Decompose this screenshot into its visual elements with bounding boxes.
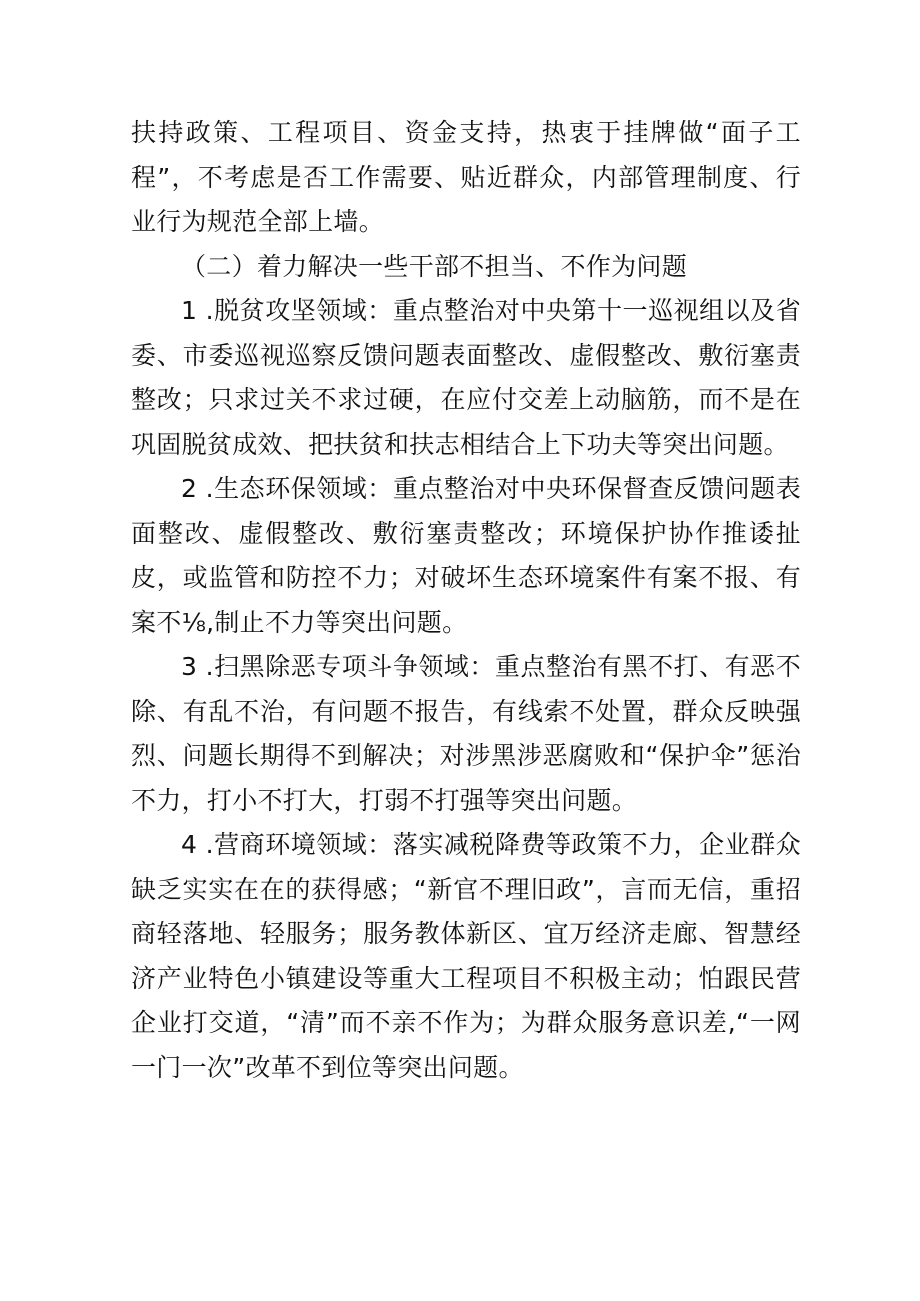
item-ecological-environment: 2 .生态环保领域：重点整治对中央环保督查反馈问题表面整改、虚假整改、敷衍塞责整改；环境保护协作推诿扯皮，或监管和防控不力；对破坏生态环境案件有案不报、有案不⅛,制止不力等突出问题。 (131, 474, 801, 637)
continued-paragraph: 扶持政策、工程项目、资金支持，热衷于挂牌做“面子工程”，不考虑是否工作需要、贴近群众，内部管理制度、行业行为规范全部上墙。 (131, 118, 801, 236)
item-anti-crime: 3 .扫黑除恶专项斗争领域：重点整治有黑不打、有恶不除、有乱不治，有问题不报告，有线索不处置，群众反映强烈、问题长期得不到解决；对涉黑涉恶腐败和“保护伞”惩治不力，打小不打大，打弱不打强等突出问题。 (131, 652, 801, 815)
document-body (131, 111, 801, 1090)
item-poverty-alleviation: 1 .脱贫攻坚领域：重点整治对中央第十一巡视组以及省委、市委巡视巡察反馈问题表面整改、虚假整改、敷衍塞责整改；只求过关不求过硬，在应付交差上动脑筋，而不是在巩固脱贫成效、把扶贫和扶志相结合上下功夫等突出问题。 (131, 296, 801, 459)
item-business-environment: 4 .营商环境领域：落实减税降费等政策不力，企业群众缺乏实实在在的获得感；“新官不理旧政”，言而无信，重招商轻落地、轻服务；服务教体新区、宜万经济走廊、智慧经济产业特色小镇建设等重大工程项目不积极主动；怕跟民营企业打交道，“清”而不亲不作为；为群众服务意识差,“一网一门一次”改革不到位等突出问题。 (131, 830, 801, 1082)
section-heading: （二）着力解决一些干部不担当、不作为问题 (181, 251, 688, 281)
